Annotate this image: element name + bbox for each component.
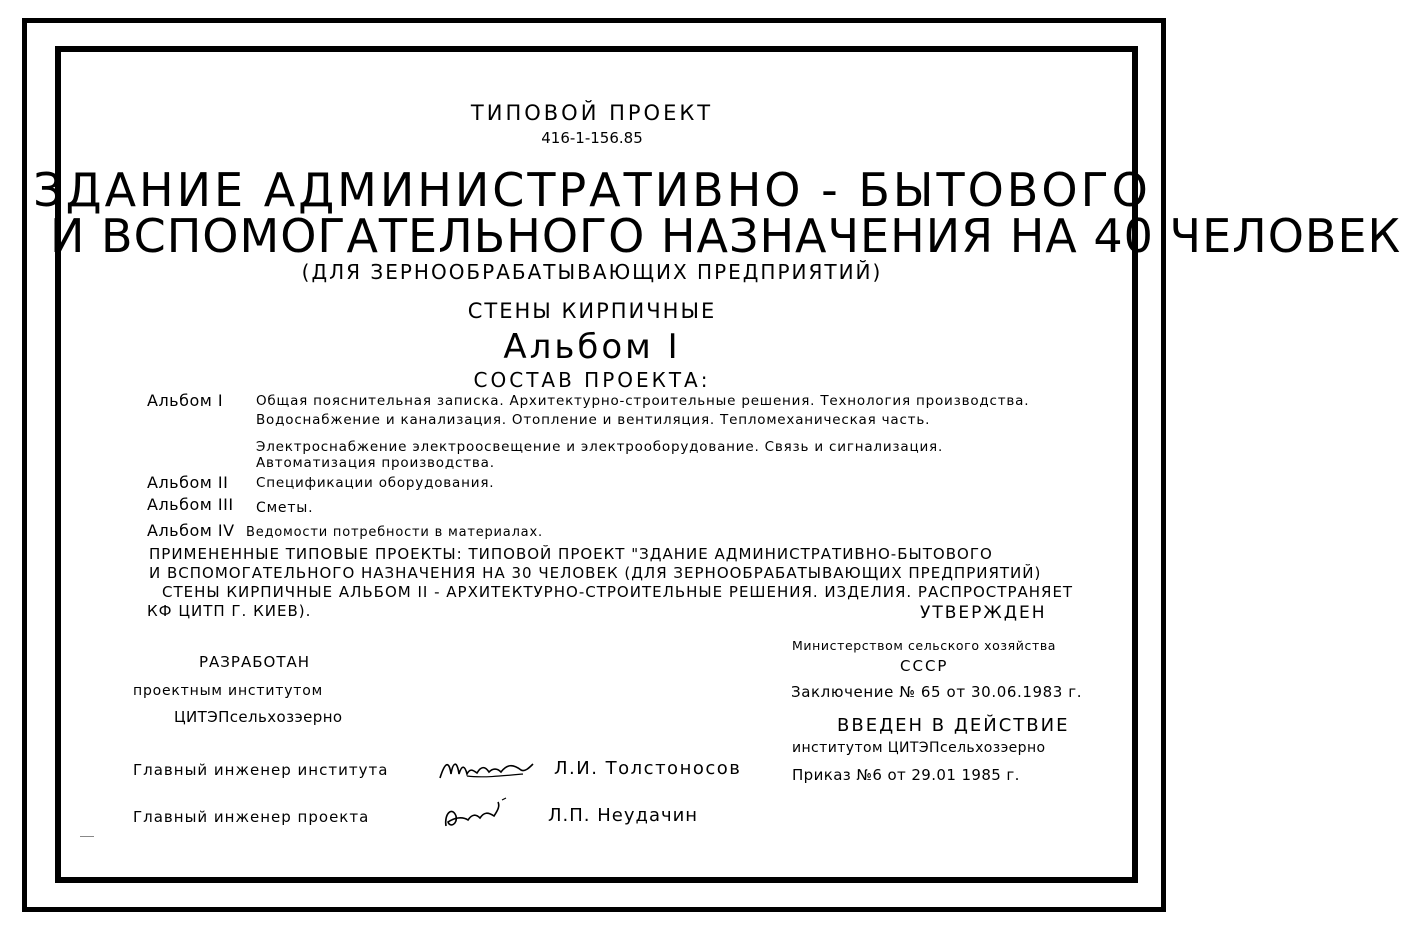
album-3-line: Сметы. bbox=[256, 500, 314, 516]
album-4-line: Ведомости потребности в материалах. bbox=[246, 525, 543, 540]
developed-by: проектным институтом bbox=[133, 683, 323, 699]
chief-engineer-project-role: Главный инженер проекта bbox=[133, 808, 370, 826]
album-2-label: Альбом II bbox=[147, 473, 229, 492]
approved-by: Министерством сельского хозяйства bbox=[792, 638, 1057, 653]
walls-type: СТЕНЫ КИРПИЧНЫЕ bbox=[467, 299, 717, 323]
chief-engineer-institute-name: Л.И. Толстоносов bbox=[554, 758, 742, 779]
album-number: Альбом I bbox=[503, 327, 681, 367]
chief-engineer-project-name: Л.П. Неудачин bbox=[548, 805, 699, 826]
developed-heading: РАЗРАБОТАН bbox=[199, 653, 311, 671]
project-title-line-2: И ВСПОМОГАТЕЛЬНОГО НАЗНАЧЕНИЯ НА 40 ЧЕЛОВЕК bbox=[50, 209, 1401, 263]
developer-organization: ЦИТЭПсельхозэерно bbox=[174, 708, 343, 726]
applied-projects-line: КФ ЦИТП Г. КИЕВ). bbox=[147, 602, 312, 620]
project-title-line-1: ЗДАНИЕ АДМИНИСТРАТИВНО - БЫТОВОГО bbox=[33, 163, 1151, 217]
album-4-label: Альбом IV bbox=[147, 521, 235, 540]
album-1-line: Автоматизация производства. bbox=[256, 455, 495, 471]
enacted-heading: ВВЕДЕН В ДЕЙСТВИЕ bbox=[837, 715, 1070, 736]
applied-projects-line: ПРИМЕНЕННЫЕ ТИПОВЫЕ ПРОЕКТЫ: ТИПОВОЙ ПРОЕКТ "ЗДАНИЕ АДМИНИСТРАТИВНО-БЫТОВОГО bbox=[149, 545, 993, 563]
album-1-label: Альбом I bbox=[147, 391, 224, 410]
enacted-by: институтом ЦИТЭПсельхозэерно bbox=[792, 740, 1046, 756]
album-1-line: Водоснабжение и канализация. Отопление и вентиляция. Тепломеханическая часть. bbox=[256, 412, 931, 428]
project-number: 416-1-156.85 bbox=[541, 129, 643, 147]
composition-heading: СОСТАВ ПРОЕКТА: bbox=[473, 368, 711, 392]
stray-mark bbox=[80, 836, 94, 837]
album-3-label: Альбом III bbox=[147, 495, 234, 514]
album-1-line: Электроснабжение электроосвещение и электрооборудование. Связь и сигнализация. bbox=[256, 439, 944, 455]
signature-chief-engineer-project bbox=[440, 796, 510, 832]
approved-heading: УТВЕРЖДЕН bbox=[920, 603, 1047, 623]
approval-conclusion: Заключение № 65 от 30.06.1983 г. bbox=[791, 683, 1083, 701]
applied-projects-line: СТЕНЫ КИРПИЧНЫЕ АЛЬБОМ II - АРХИТЕКТУРНО-СТРОИТЕЛЬНЫЕ РЕШЕНИЯ. ИЗДЕЛИЯ. РАСПРОСТРАНЯЕТ bbox=[162, 583, 1074, 601]
project-type-heading: ТИПОВОЙ ПРОЕКТ bbox=[470, 101, 714, 125]
album-1-line: Общая пояснительная записка. Архитектурно-строительные решения. Технология производства. bbox=[256, 393, 1030, 409]
enactment-order: Приказ №6 от 29.01 1985 г. bbox=[792, 766, 1020, 784]
approved-country: СССР bbox=[900, 657, 949, 675]
project-subtitle: (ДЛЯ ЗЕРНООБРАБАТЫВАЮЩИХ ПРЕДПРИЯТИЙ) bbox=[301, 260, 883, 284]
signature-chief-engineer-institute bbox=[437, 752, 537, 784]
chief-engineer-institute-role: Главный инженер института bbox=[133, 761, 389, 779]
album-2-line: Спецификации оборудования. bbox=[256, 475, 495, 491]
applied-projects-line: И ВСПОМОГАТЕЛЬНОГО НАЗНАЧЕНИЯ НА 30 ЧЕЛОВЕК (ДЛЯ ЗЕРНООБРАБАТЫВАЮЩИХ ПРЕДПРИЯТИЙ) bbox=[149, 564, 1042, 582]
